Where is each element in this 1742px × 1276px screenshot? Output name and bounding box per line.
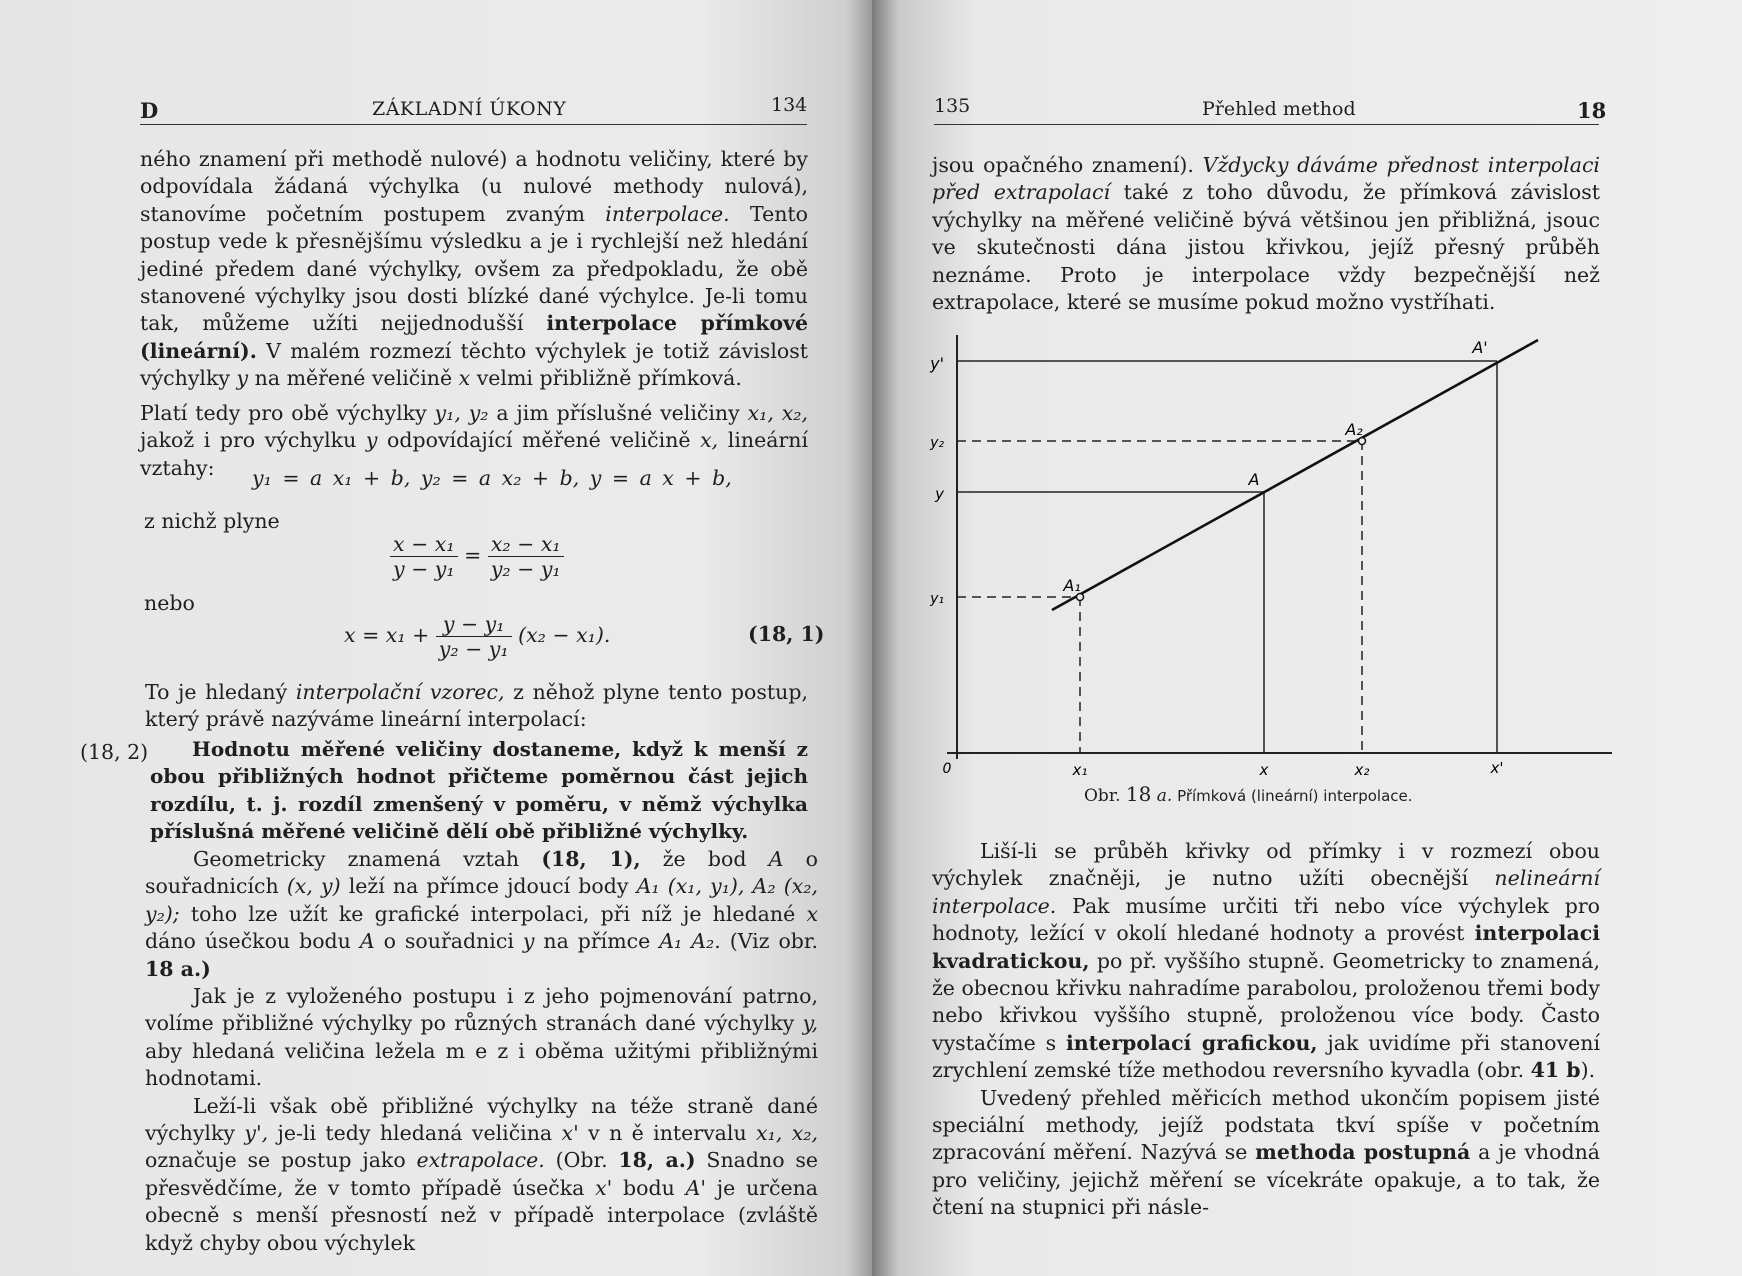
- label-A2: A₂: [1345, 420, 1363, 439]
- header-rule-right: [934, 124, 1599, 125]
- text-from-which: z nichž plyne: [144, 509, 280, 533]
- label-origin: 0: [942, 761, 952, 777]
- right-paragraph-2: Liší-li se průběh křivky od přímky i v rozmezí obou výchylek značněji, je nutno užíti obecnější nelineární interpolace. Pak musíme určiti tři nebo více výchylek pro hodnoty, ležící v okolí hledané hodnoty a provést interpolaci kvadratickou, po př. vyššího stupně. Geometricky to znamená, že obecnou křivku nahradíme parabolou, proloženou třemi body nebo křivkou vyššího stupně, proloženou více body. Často vystačíme s interpolací grafickou, jak uvidíme při stanovení zrychlení zemské tíže methodou reversního kyvadla (obr. 41 b). Uvedený přehled měřicích method ukončím popisem jisté speciální methody, jejíž podstata tkví spíše v početním zpracování měření. Nazývá se methoda postupná a je vhodná pro veličiny, jejichž měření se vícekráte opakuje, a to tak, že čtení na stupnici při násle-: [932, 839, 1600, 1220]
- header-page-number-right: 135: [934, 95, 971, 117]
- label-A-prime: A': [1472, 338, 1488, 357]
- equation-number-18-1: (18, 1): [748, 622, 825, 646]
- label-A1: A₁: [1063, 576, 1081, 595]
- label-y1: y₁: [930, 591, 944, 607]
- left-paragraph-2: Platí tedy pro obě výchylky y₁, y₂ a jim příslušné veličiny x₁, x₂, jakož i pro výchylku y odpovídající měřené veličině x, lineární vztahy:: [140, 401, 809, 480]
- rule-number-18-2: (18, 2): [80, 740, 149, 764]
- label-x2: x₂: [1354, 761, 1370, 779]
- label-y2: y₂: [930, 435, 944, 451]
- label-y-prime: y': [930, 354, 944, 373]
- figure-18a-linear-interpolation: [902, 335, 1682, 785]
- left-paragraph-3: To je hledaný interpolační vzorec, z něhož plyne tento postup, který právě nazýváme lineární interpolací:: [145, 680, 808, 732]
- equation-linear-relations: y₁ = a x₁ + b, y₂ = a x₂ + b, y = a x + b,: [252, 466, 732, 490]
- rule-18-2-text: Hodnotu měřené veličiny dostaneme, když k menší z obou přibližných hodnot přičteme poměrnou část jejich rozdílu, t. j. rozdíl zmenšený v poměru, v němž výchylka příslušná měřené veličině dělí obě přibližné výchylky.: [150, 737, 808, 844]
- equation-ratio: $\frac{\text{x − x₁}}{\text{y − y₁}}$ = $\frac{\text{x₂ − x₁}}{\text{y₂ − y₁}}$: [390, 532, 564, 581]
- label-x: x: [1259, 761, 1269, 779]
- label-y: y: [935, 485, 944, 503]
- header-section-title: Přehled method: [1202, 98, 1356, 120]
- label-x1: x₁: [1072, 761, 1088, 779]
- label-A: A: [1248, 470, 1260, 489]
- header-chapter-title: ZÁKLADNÍ ÚKONY: [372, 98, 567, 120]
- figure-caption: Obr. 18 a. Přímková (lineární) interpolace.: [1084, 782, 1413, 806]
- header-section-number: 18: [1577, 98, 1607, 123]
- right-paragraph-1: jsou opačného znamení). Vždycky dáváme přednost interpolaci před extrapolací také z toho důvodu, že přímková závislost výchylky na měřené veličině bývá většinou jen přibližná, jsouc ve skutečnosti dána jistou křivkou, jejíž přesný průběh neznáme. Proto je interpolace vždy bezpečnější než extrapolace, které se musíme pokud možno vystříhati.: [932, 153, 1600, 315]
- left-paragraph-4: Geometricky znamená vztah (18, 1), že bod A o souřadnicích (x, y) leží na přímce jdoucí body A₁ (x₁, y₁), A₂ (x₂, y₂); toho lze užít ke grafické interpolaci, při níž je hledané x dáno úsečkou bodu A o souřadnici y na přímce A₁ A₂. (Viz obr. 18 a.) Jak je z vyloženého postupu i z jeho pojmenování patrno, volíme přibližné výchylky po různých stranách dané výchylky y, aby hledaná veličina ležela m e z i oběma užitými přibližnými hodnotami. Leží-li však obě přibližné výchylky na téže straně dané výchylky y', je-li tedy hledaná veličina x' v n ě intervalu x₁, x₂, označuje se postup jako extrapolace. (Obr. 18, a.) Snadno se přesvědčíme, že v tomto případě úsečka x' bodu A' je určena obecně s menší přesností než v případě interpolace (zvláště když chyby obou výchylek: [145, 847, 819, 1255]
- label-x-prime: x': [1490, 759, 1504, 777]
- text-or: nebo: [144, 591, 195, 615]
- header-section-letter: D: [140, 98, 159, 123]
- header-page-number: 134: [771, 94, 808, 116]
- equation-interpolation-formula: x = x₁ + $\frac{\text{y − y₁}}{\text{y₂ − y₁}}$ (x₂ − x₁).: [344, 612, 611, 661]
- left-paragraph-1: ného znamení při methodě nulové) a hodnotu veličiny, které by odpovídala žádaná výchylka (u nulové methody nulová), stanovíme početním postupem zvaným interpolace. Tento postup vede k přesnějšímu výsledku a je i rychlejší než hledání jediné předem dané výchylky, ovšem za předpokladu, že obě stanovené výchylky jsou dosti blízké dané výchylce. Je-li tomu tak, můžeme užíti nejjednodušší interpolace přímkové (lineární). V malém rozmezí těchto výchylek je totiž závislost výchylky y na měřené veličině x velmi přibližně přímková.: [140, 147, 809, 391]
- interpolation-line: [1052, 340, 1538, 610]
- right-page: [872, 0, 1742, 1276]
- header-rule: [140, 124, 807, 125]
